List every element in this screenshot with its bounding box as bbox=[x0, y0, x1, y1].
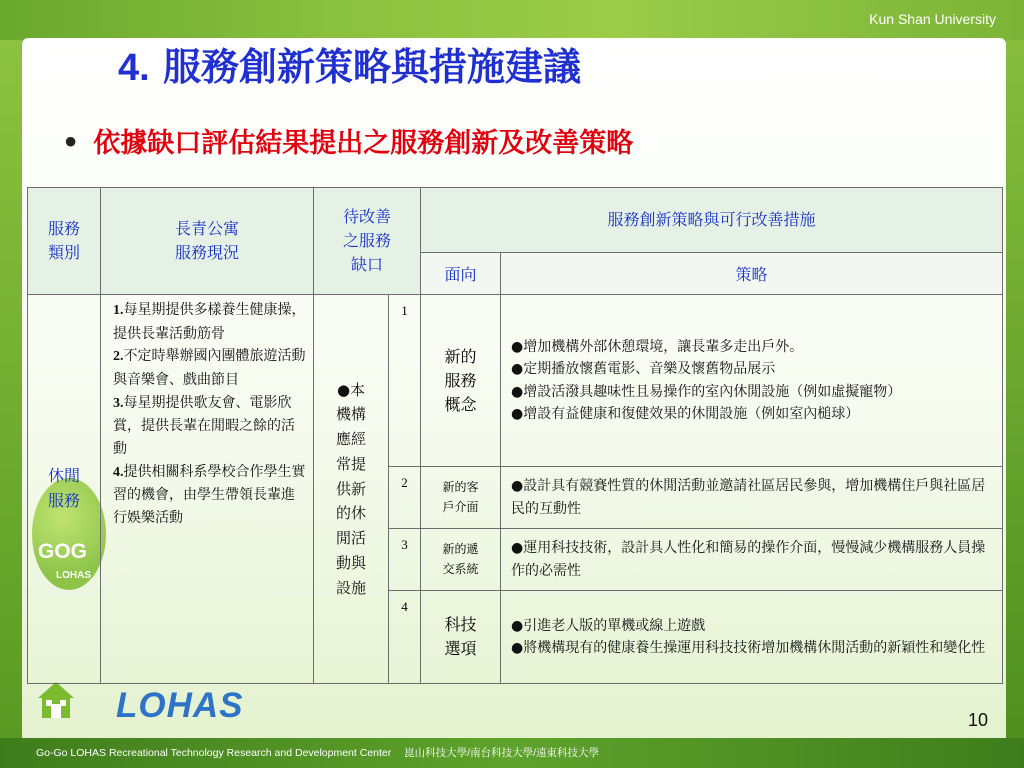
strategy-cell bbox=[501, 529, 1003, 591]
strategy-cell bbox=[501, 295, 1003, 467]
footer-schools: 崑山科技大學/南台科技大學/遠東科技大學 bbox=[404, 747, 600, 759]
status-item bbox=[113, 392, 307, 461]
bullet-icon: • bbox=[62, 128, 80, 159]
row-number: 1 bbox=[389, 295, 421, 467]
subtitle-bullet bbox=[62, 128, 633, 160]
status-item bbox=[113, 345, 307, 391]
status-item-text: 每星期提供多樣養生健康操，提供長輩活動筋骨 bbox=[113, 302, 306, 342]
title-number: 4. bbox=[118, 47, 150, 89]
strategy-cell bbox=[501, 467, 1003, 529]
row-number: 4 bbox=[389, 591, 421, 684]
status-item-text: 每星期提供歌友會、電影欣賞，提供長輩在閒暇之餘的活動 bbox=[113, 394, 295, 458]
status-item bbox=[113, 299, 307, 345]
title-text: 服務創新策略與措施建議 bbox=[162, 44, 581, 89]
house-icon bbox=[36, 680, 76, 720]
slide-title bbox=[118, 44, 581, 92]
service-gap: ●本 機構 應經 常提 供新 的休 閒活 動與 設施 bbox=[314, 295, 389, 684]
status-item-number: 2. bbox=[113, 349, 124, 365]
aspect-cell: 新的客 戶介面 bbox=[421, 467, 501, 529]
strategy-item: ●運用科技技術，設計具人性化和簡易的操作介面，慢慢減少機構服務人員操作的必需性 bbox=[511, 540, 986, 579]
left-border bbox=[0, 40, 22, 738]
header-strategy: 策略 bbox=[501, 253, 1003, 295]
page-number: 10 bbox=[968, 710, 989, 730]
strategy-item: ●增設活潑具趣味性且易操作的室內休閒設施（例如虛擬寵物） bbox=[511, 383, 902, 400]
header-status-text: 長青公寓 服務現況 bbox=[174, 219, 239, 262]
header-strategy-group: 服務創新策略與可行改善措施 bbox=[421, 188, 1003, 253]
footer-text bbox=[36, 745, 609, 760]
aspect-cell: 科技 選項 bbox=[421, 591, 501, 684]
gogo-logo-subtext: LOHAS bbox=[56, 570, 91, 581]
header-category bbox=[28, 188, 101, 295]
status-item-number: 1. bbox=[113, 303, 124, 318]
subtitle-text: 依據缺口評估結果提出之服務創新及改善策略 bbox=[93, 128, 634, 159]
current-status bbox=[101, 295, 314, 684]
lohas-logo: LOHAS bbox=[116, 686, 244, 725]
row-number: 3 bbox=[389, 529, 421, 591]
service-category: 休閒 服務 bbox=[28, 295, 101, 684]
strategy-cell bbox=[501, 591, 1003, 684]
header-status bbox=[101, 188, 314, 295]
header-gap bbox=[314, 188, 421, 295]
status-item bbox=[113, 461, 307, 530]
strategy-item: ●定期播放懷舊電影、音樂及懷舊物品展示 bbox=[511, 361, 776, 378]
strategy-item: ●增加機構外部休憩環境，讓長輩多走出戶外。 bbox=[511, 338, 804, 355]
header-category-text: 服務 類別 bbox=[47, 219, 80, 262]
strategy-item: ●引進老人版的單機或線上遊戲 bbox=[511, 617, 706, 634]
status-item-text: 不定時舉辦國內團體旅遊活動與音樂會、戲曲節目 bbox=[113, 348, 306, 389]
strategy-item: ●將機構現有的健康養生操運用科技技術增加機構休閒活動的新穎性和變化性 bbox=[511, 640, 986, 656]
status-item-text: 提供相關科系學校合作學生實習的機會，由學生帶領長輩進行娛樂活動 bbox=[113, 463, 306, 527]
aspect-cell: 新的 服務 概念 bbox=[421, 295, 501, 467]
table-row bbox=[28, 295, 1003, 467]
strategy-table bbox=[27, 187, 1003, 684]
header-aspect: 面向 bbox=[421, 253, 501, 295]
gogo-logo-text: GOG bbox=[38, 540, 88, 563]
strategy-item: ●設計具有競賽性質的休閒活動並邀請社區居民參與，增加機構住戶與社區居民的互動性 bbox=[511, 478, 986, 517]
status-item-number: 4. bbox=[113, 464, 124, 480]
header-gap-text: 待改善 之服務 缺口 bbox=[342, 207, 391, 274]
strategy-item: ●增設有益健康和復健效果的休閒設施（例如室內槌球） bbox=[511, 405, 860, 422]
row-number: 2 bbox=[389, 467, 421, 529]
aspect-cell: 新的遞 交系統 bbox=[421, 529, 501, 591]
university-brand: Kun Shan University bbox=[869, 11, 996, 27]
right-border bbox=[1006, 40, 1024, 738]
status-item-number: 3. bbox=[113, 395, 124, 411]
footer-center-name: Go-Go LOHAS Recreational Technology Research and Development Center bbox=[36, 747, 392, 759]
